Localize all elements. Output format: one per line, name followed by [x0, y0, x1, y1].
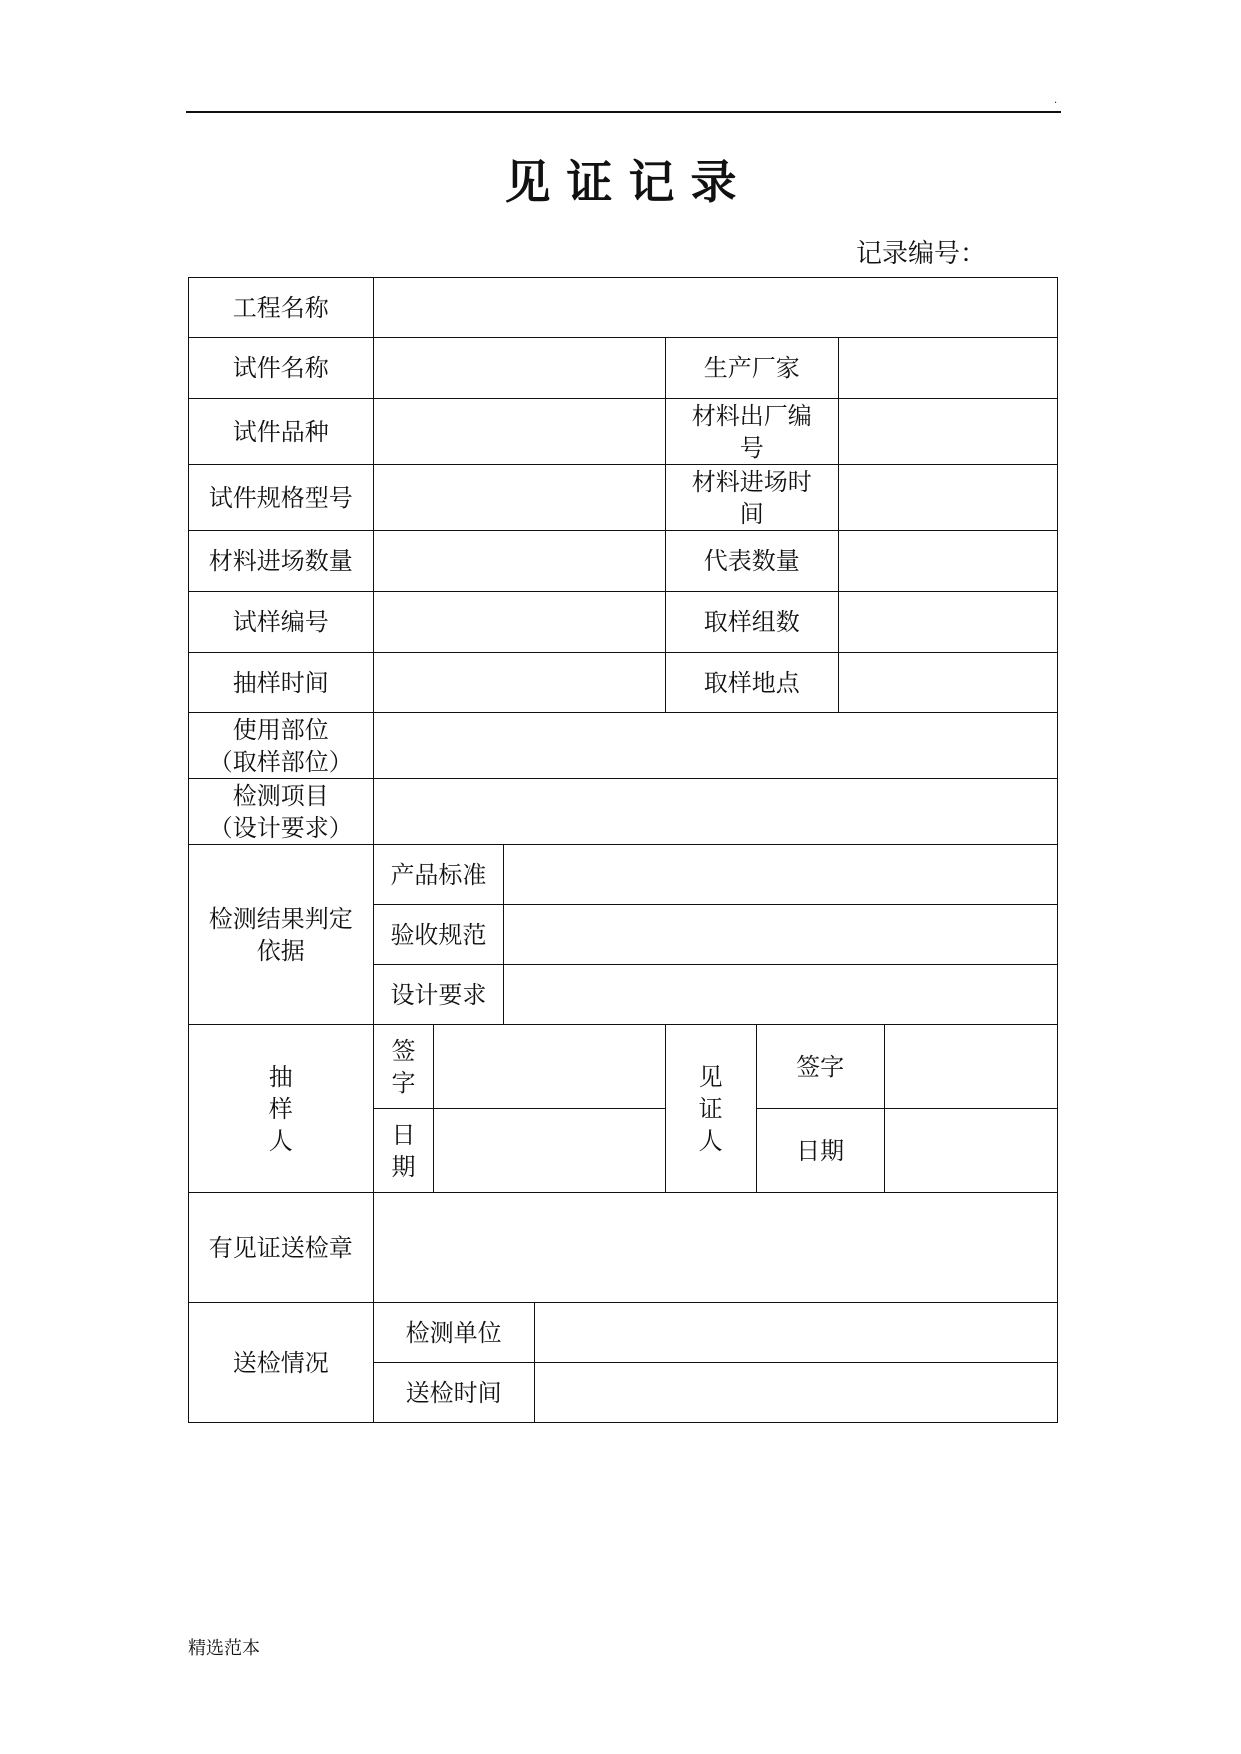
row-witness-seal [189, 1193, 1058, 1303]
sampling-time-field[interactable] [373, 653, 665, 713]
label-sampler [189, 1025, 374, 1193]
label-factory-number-line-2: 号 [739, 433, 764, 462]
row-test-items [189, 779, 1058, 845]
submit-time-field[interactable] [534, 1363, 1057, 1423]
specimen-spec-field[interactable] [373, 465, 665, 531]
label-witness-date: 日期 [756, 1109, 884, 1193]
label-use-part [189, 713, 374, 779]
factory-number-field[interactable] [838, 399, 1057, 465]
label-sampler-sign-char-2: 字 [391, 1068, 416, 1097]
label-use-part-line-2: （取样部位） [208, 747, 353, 776]
label-sampling-place: 取样地点 [665, 653, 838, 713]
label-sampler-sign [373, 1025, 434, 1109]
label-judgment-basis-line-2: 依据 [256, 936, 305, 965]
sampler-date-field[interactable] [434, 1109, 665, 1193]
row-project-name [189, 278, 1058, 338]
row-signature [189, 1025, 1058, 1109]
label-entry-time-line-2: 间 [739, 499, 764, 528]
sample-number-field[interactable] [373, 592, 665, 653]
test-unit-field[interactable] [534, 1303, 1057, 1363]
label-product-standard: 产品标准 [373, 845, 504, 905]
label-sampler-char-2: 样 [268, 1094, 293, 1123]
label-witness-char-1: 见 [698, 1062, 723, 1091]
row-test-unit [189, 1303, 1058, 1363]
label-sampler-char-1: 抽 [268, 1062, 293, 1091]
product-standard-field[interactable] [504, 845, 1058, 905]
label-specimen-variety: 试件品种 [189, 399, 374, 465]
use-part-field[interactable] [373, 713, 1057, 779]
label-test-items-line-2: （设计要求） [208, 813, 353, 842]
label-entry-quantity: 材料进场数量 [189, 531, 374, 592]
label-specimen-name: 试件名称 [189, 338, 374, 399]
row-sample-number [189, 592, 1058, 653]
representative-quantity-field[interactable] [838, 531, 1057, 592]
label-submission: 送检情况 [189, 1303, 374, 1423]
row-specimen-variety [189, 399, 1058, 465]
label-witness [665, 1025, 756, 1193]
header-dot: . [1054, 95, 1058, 106]
label-sampling-time: 抽样时间 [189, 653, 374, 713]
witness-record-form [188, 277, 1058, 1423]
label-sampler-date [373, 1109, 434, 1193]
specimen-variety-field[interactable] [373, 399, 665, 465]
label-test-items [189, 779, 374, 845]
label-representative-quantity: 代表数量 [665, 531, 838, 592]
footer-text: 精选范本 [188, 1638, 260, 1659]
label-manufacturer: 生产厂家 [665, 338, 838, 399]
design-requirement-field[interactable] [504, 965, 1058, 1025]
label-sample-number: 试样编号 [189, 592, 374, 653]
project-name-field[interactable] [373, 278, 1057, 338]
label-sampler-sign-char-1: 签 [391, 1036, 416, 1065]
entry-time-field[interactable] [838, 465, 1057, 531]
label-witness-sign: 签字 [756, 1025, 884, 1109]
record-number-label: 记录编号： [856, 239, 987, 269]
label-submit-time: 送检时间 [373, 1363, 534, 1423]
label-specimen-spec: 试件规格型号 [189, 465, 374, 531]
row-use-part [189, 713, 1058, 779]
label-project-name: 工程名称 [189, 278, 374, 338]
label-entry-time-line-1: 材料进场时 [691, 467, 812, 496]
test-items-field[interactable] [373, 779, 1057, 845]
label-sampler-date-char-1: 日 [391, 1120, 416, 1149]
label-witness-seal: 有见证送检章 [189, 1193, 374, 1303]
label-entry-time [665, 465, 838, 531]
manufacturer-field[interactable] [838, 338, 1057, 399]
witness-seal-field[interactable] [373, 1193, 1057, 1303]
label-witness-char-2: 证 [698, 1094, 723, 1123]
row-sampling-time [189, 653, 1058, 713]
label-acceptance-spec: 验收规范 [373, 905, 504, 965]
label-factory-number [665, 399, 838, 465]
label-sampler-date-char-2: 期 [391, 1152, 416, 1181]
sampler-signature-field[interactable] [434, 1025, 665, 1109]
label-test-unit: 检测单位 [373, 1303, 534, 1363]
label-judgment-basis [189, 845, 374, 1025]
label-factory-number-line-1: 材料出厂编 [691, 401, 812, 430]
label-design-requirement: 设计要求 [373, 965, 504, 1025]
entry-quantity-field[interactable] [373, 531, 665, 592]
label-witness-char-3: 人 [698, 1126, 723, 1155]
row-product-standard [189, 845, 1058, 905]
witness-signature-field[interactable] [884, 1025, 1057, 1109]
label-sampler-char-3: 人 [268, 1126, 293, 1155]
witness-date-field[interactable] [884, 1109, 1057, 1193]
row-entry-quantity [189, 531, 1058, 592]
label-use-part-line-1: 使用部位 [232, 715, 329, 744]
sampling-place-field[interactable] [838, 653, 1057, 713]
acceptance-spec-field[interactable] [504, 905, 1058, 965]
label-judgment-basis-line-1: 检测结果判定 [208, 904, 353, 933]
label-group-count: 取样组数 [665, 592, 838, 653]
row-specimen-name [189, 338, 1058, 399]
specimen-name-field[interactable] [373, 338, 665, 399]
header-rule [186, 111, 1061, 113]
group-count-field[interactable] [838, 592, 1057, 653]
document-title: 见 证 记 录 [504, 155, 737, 209]
row-specimen-spec [189, 465, 1058, 531]
label-test-items-line-1: 检测项目 [232, 781, 329, 810]
